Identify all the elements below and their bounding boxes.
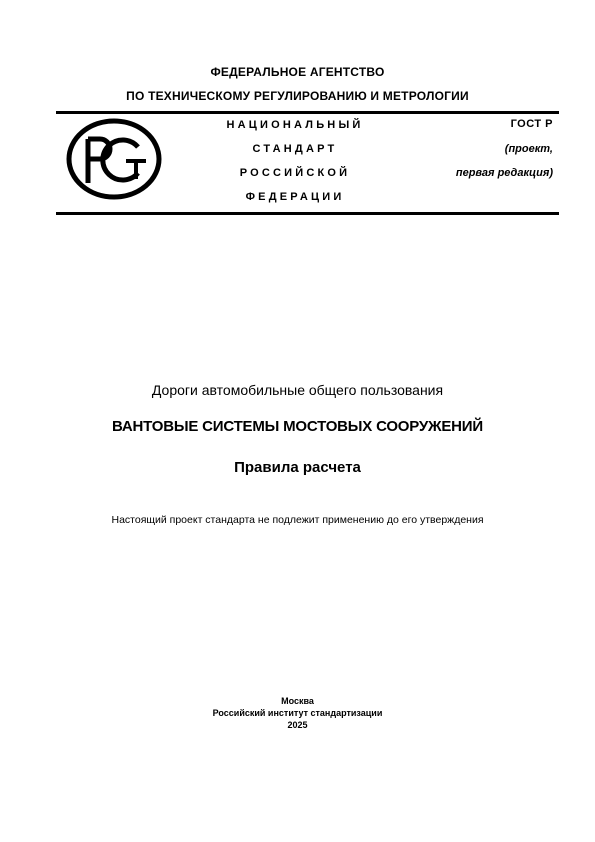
draft-notice: Настоящий проект стандарта не подлежит применению до его утверждения bbox=[111, 514, 484, 526]
header-bottom-rule bbox=[56, 212, 559, 215]
edition-note-line-2: первая редакция) bbox=[455, 167, 553, 179]
agency-name-line-1: ФЕДЕРАЛЬНОЕ АГЕНТСТВО bbox=[210, 65, 385, 79]
gost-r-logo-icon bbox=[64, 117, 164, 201]
imprint-publisher: Российский институт стандартизации bbox=[212, 708, 383, 718]
header-top-rule bbox=[56, 111, 559, 114]
gost-label: ГОСТ Р bbox=[510, 118, 553, 130]
agency-name-line-2: ПО ТЕХНИЧЕСКОМУ РЕГУЛИРОВАНИЮ И МЕТРОЛОГИИ bbox=[126, 89, 469, 103]
document-title: ВАНТОВЫЕ СИСТЕМЫ МОСТОВЫХ СООРУЖЕНИЙ bbox=[112, 418, 483, 435]
imprint-year: 2025 bbox=[287, 720, 308, 730]
national-line-2: СТАНДАРТ bbox=[252, 143, 338, 155]
document-subtitle: Правила расчета bbox=[234, 459, 361, 476]
national-line-1: НАЦИОНАЛЬНЫЙ bbox=[226, 119, 364, 131]
edition-note-line-1: (проект, bbox=[504, 143, 553, 155]
national-line-3: РОССИЙСКОЙ bbox=[239, 167, 351, 179]
document-subject: Дороги автомобильные общего пользования bbox=[151, 382, 444, 398]
national-line-4: ФЕДЕРАЦИИ bbox=[245, 191, 345, 203]
imprint-city: Москва bbox=[281, 696, 314, 706]
